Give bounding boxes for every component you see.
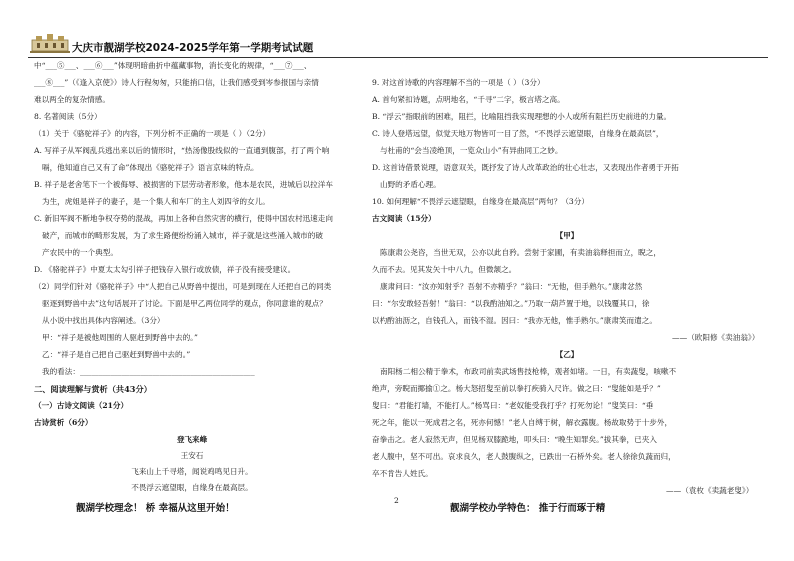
option-b: B. “浮云”指眼前的困难，阻拦，比喻阻挡我实现理想的小人或所有阻拦历史前进的力量。 (372, 112, 672, 121)
left-line: 产农民中的一个典型。 (42, 248, 118, 257)
exam-header-title: 大庆市靓湖学校2024-2025学年第一学期考试试题 (72, 42, 314, 54)
question-10: 10. 如何理解“不畏浮云遮望眼，自缘身在最高层”两句？（3分） (372, 197, 589, 206)
passage-yi-line: 死之年，能以一死成君之名，死亦何憾！”老人自缚于树，解衣露腹。杨故取势于十步外， (372, 418, 673, 427)
right-line: 与杜甫的“会当凌绝顶，一览众山小”有异曲同工之妙。 (380, 146, 563, 155)
left-line: （1）关于《骆驼祥子》的内容，下列分析不正确的一项是（ ）（2分） (34, 129, 271, 138)
passage-jia-line: 康肃问曰：“汝亦知射乎？吾射不亦精乎？”翁曰：“无他，但手熟尔。”康肃忿然 (380, 282, 643, 291)
option-d: D. 这首诗借景说理，语意双关，既抒发了诗人改革政治的壮心壮志，又表现出作者勇于开拓 (372, 163, 679, 172)
question-9: 9. 对这首诗歌的内容理解不当的一项是（ ）（3分） (372, 78, 545, 87)
section-2-heading: 二、阅读理解与赏析（共43分） (34, 384, 152, 394)
answer-line: 我的看法：______________________________________________ (42, 367, 255, 376)
subsection-heading: （一）古诗文阅读（21分） (34, 401, 129, 410)
left-line: 驱逐到野兽中去”这句话展开了讨论。下面是甲乙两位同学的观点，你同意谁的观点？ (42, 299, 327, 308)
passage-jia-source: ——（欧阳修《卖油翁》） (672, 333, 760, 342)
passage-jia-line: 陈康肃公尧咨，当世无双，公亦以此自矜。尝射于家圃，有卖油翁释担而立，睨之， (380, 248, 661, 257)
passage-yi-line: 绝声，旁睨而揶揄①之。杨大怒招叟至前以拳打疾骑入尺许。做之曰：“叟能如是乎？” (372, 384, 661, 393)
footer-motto-left: 靓湖学校理念！ 桥 幸福从这里开始！ (76, 503, 235, 514)
poem-title: 登飞来峰 (176, 435, 208, 444)
header-rule (28, 57, 768, 58)
left-line: 为生，虎姐是祥子的妻子，是一个集人和车厂的主人刘四爷的女儿。 (42, 197, 270, 206)
school-logo (28, 33, 72, 55)
option-c: C. 新旧军阀不断地争权夺势的混战，再加上各种自然灾害的横行，使得中国农村迅速走向 (34, 214, 333, 223)
passage-yi-line: 南阳杨二相公精于拳术，布政司前卖武场售技枪棒，观者如堵。一日，有卖蔬叟，咳嗽不 (380, 367, 677, 376)
question-8-heading: 8. 名著阅读（5分） (34, 112, 102, 121)
option-a: A. 首句紧扣诗题，点明地名，“千寻”二字，极言塔之高。 (372, 95, 565, 104)
passage-yi-source: ——（袁枚《卖蔬老叟》） (666, 486, 754, 495)
poem-line: 飞来山上千寻塔，闻说鸡鸣见日升。 (131, 467, 253, 476)
subsection-heading: 古诗赏析（6分） (34, 418, 93, 427)
poem-author: 王安石 (180, 451, 204, 460)
passage-yi-line: 奋拳击之。老人寂然无声，但见杨双膝跪地，叩头曰：“晚生知罪矣。”拔其拳，已夹入 (372, 435, 657, 444)
passage-yi-line: 老人腹中，坚不可出。哀求良久，老人鼓腹纵之，已跌出一石桥外矣。老人徐徐负蔬而归， (372, 452, 676, 461)
left-line: 破产，而城市的畸形发展，为了求生路便纷纷涌入城市，祥子就是这些涌入城市的破 (42, 231, 323, 240)
right-line: 山野的矛盾心理。 (380, 180, 441, 189)
passage-jia-label: 【甲】 (555, 231, 579, 240)
option-c: C. 诗人登塔远望，似觉天地万物皆可一目了然，“不畏浮云遮望眼，自缘身在最高层”， (372, 129, 664, 138)
option-d: D. 《骆驼祥子》中夏太太勾引祥子把钱存入银行或放债，祥子没有接受建议。 (34, 265, 296, 274)
passage-jia-line: 久而不去。见其发矢十中八九，但微颔之。 (372, 265, 517, 274)
option-a: A. 写祥子从军阀乱兵逃出来以后的情形时，“热汤像股线似的一直通到腹部，打了两个响 (34, 146, 330, 155)
passage-yi-line: 叟曰：“君能打墙，不能打人。”杨骂曰：“老奴能受我打乎？打死勿论！”叟笑曰：“垂 (372, 401, 654, 410)
left-line: （2）同学们针对《骆驼祥子》中“人把自己从野兽中提出，可是到现在人还把自己的同类 (34, 282, 332, 291)
page-number: 2 (394, 496, 399, 505)
passage-yi-label: 【乙】 (555, 350, 579, 359)
left-line: 从小说中找出具体内容阐述。（3分） (42, 316, 165, 325)
footer-motto-right: 靓湖学校办学特色： 推于行而琢于精 (450, 503, 606, 514)
poem-line: 不畏浮云遮望眼，自缘身在最高层。 (131, 483, 253, 492)
opinion-jia: 甲：“祥子是被他周围的人驱赶到野兽中去的。” (42, 333, 198, 342)
left-line: 中“___⑤___、___⑥___”体现明暗曲折中蕴藏事物，消长变化的规律，“___⑦___、 (34, 61, 312, 70)
passage-jia-line: 曰：“尔安敢轻吾射！”翁曰：“以我酌油知之。”乃取一葫芦置于地，以钱覆其口，徐 (372, 299, 650, 308)
left-line: ___⑧___”（《逢入京使》）诗人行程匆匆，只能捎口信，让我们感受到岑参报国与亲情 (34, 78, 319, 87)
option-b: B. 祥子是老舍笔下一个被侮辱、被损害的下层劳动者形象，他本是农民，进城后以拉洋车 (34, 180, 333, 189)
opinion-yi: 乙：“祥子是自己把自己驱赶到野兽中去的。” (42, 350, 191, 359)
passage-jia-line: 以杓酌油沥之，自钱孔入，而钱不湿。因曰：“我亦无他，惟手熟尔。”康肃笑而遣之。 (372, 316, 657, 325)
passage-yi-line: 卒不肯告人姓氏。 (372, 469, 433, 478)
left-line: 难以两全的复杂情感。 (34, 95, 110, 104)
left-line: 嗝，他知道自己又有了命”体现出《骆驼祥子》语言京味的特点。 (42, 163, 259, 172)
classical-reading-heading: 古文阅读（15分） (372, 214, 436, 223)
